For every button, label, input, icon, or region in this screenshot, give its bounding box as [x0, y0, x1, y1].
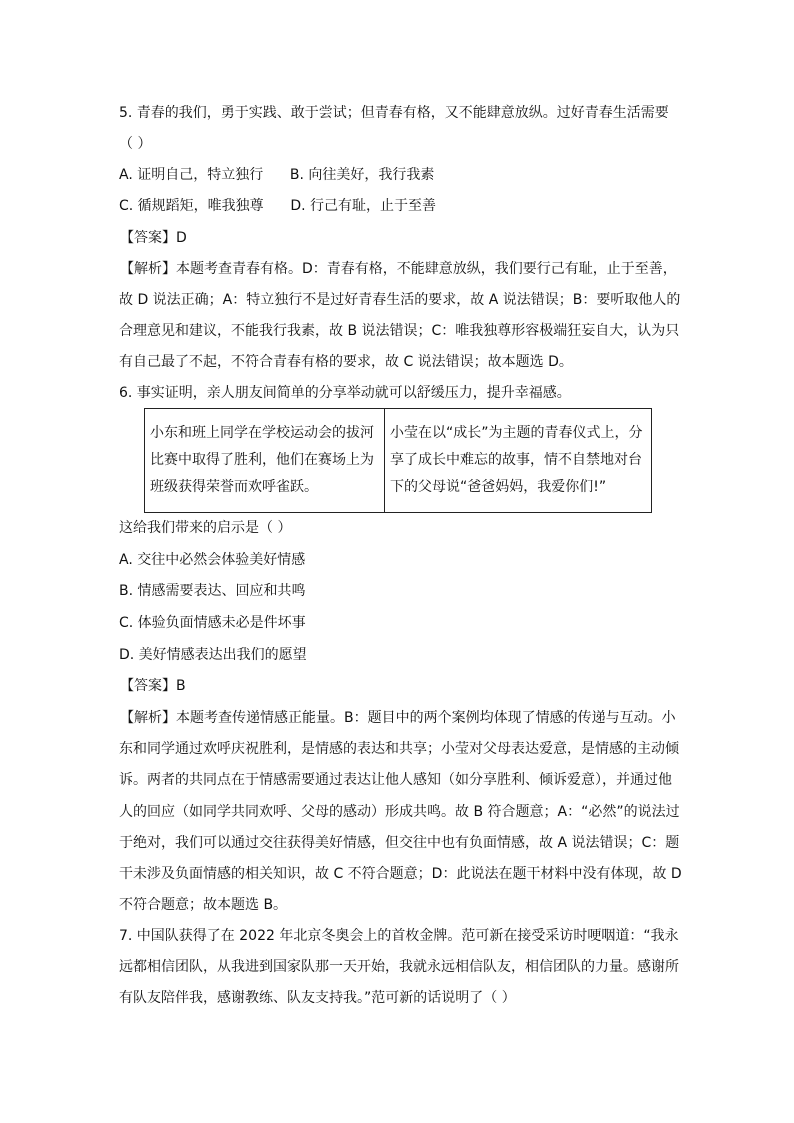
q7-stem-line1: 7. 中国队获得了在 2022 年北京冬奥会上的首枚金牌。范可新在接受采访时哽咽道：“我永: [119, 928, 679, 944]
q6-case-right: 小莹在以“成长”为主题的青春仪式上，分享了成长中难忘的故事，情不自禁地对台下的父母说“爸爸妈妈，我爱你们!”: [385, 409, 652, 513]
q6-analysis-line3: 诉。两者的共同点在于情感需要通过表达让他人感知（如分享胜利、倾诉爱意），并通过他: [119, 772, 672, 788]
q6-answer: 【答案】B: [120, 678, 186, 694]
q6-option-d: D. 美好情感表达出我们的愿望: [119, 647, 307, 663]
q6-analysis-line6: 干未涉及负面情感的相关知识，故 C 不符合题意；D：此说法在题干材料中没有体现，故 D: [119, 866, 682, 882]
q5-stem-line2: （ ）: [119, 136, 152, 152]
q5-analysis-line2: 故 D 说法正确；A：特立独行不是过好青春生活的要求，故 A 说法错误；B：要听取他人的: [119, 292, 681, 308]
q5-answer: 【答案】D: [120, 230, 187, 246]
q6-analysis-line1: 【解析】本题考查传递情感正能量。B：题目中的两个案例均体现了情感的传递与互动。小: [120, 710, 676, 726]
q6-analysis-line2: 东和同学通过欢呼庆祝胜利，是情感的表达和共享；小莹对父母表达爱意，是情感的主动倾: [119, 741, 679, 757]
q7-stem-line3: 有队友陪伴我，感谢教练、队友支持我。”范可新的话说明了（ ）: [119, 990, 516, 1006]
q5-options-row1: A. 证明自己，特立独行 B. 向往美好，我行我素: [119, 167, 435, 183]
q6-option-b: B. 情感需要表达、回应和共鸣: [119, 583, 306, 599]
q6-question: 这给我们带来的启示是（ ）: [119, 520, 292, 536]
q5-analysis-line1: 【解析】本题考查青春有格。D：青春有格，不能肆意放纵，我们要行己有耻，止于至善，: [120, 261, 677, 277]
q6-case-table: [144, 408, 652, 513]
q6-analysis-line7: 不符合题意；故本题选 B。: [119, 897, 288, 913]
q5-options-row2: C. 循规蹈矩，唯我独尊 D. 行己有耻，止于至善: [119, 198, 437, 214]
q6-analysis-line5: 于绝对，我们可以通过交往获得美好情感，但交往中也有负面情感，故 A 说法错误；C：题: [119, 835, 680, 851]
q5-stem-line1: 5. 青春的我们，勇于实践、敢于尝试；但青春有格，又不能肆意放纵。过好青春生活需要: [119, 105, 669, 121]
q5-analysis-line4: 有自己最了不起，不符合青春有格的要求，故 C 说法错误；故本题选 D。: [119, 354, 573, 370]
q6-stem: 6. 事实证明，亲人朋友间简单的分享举动就可以舒缓压力，提升幸福感。: [119, 385, 571, 401]
q6-analysis-line4: 人的回应（如同学共同欢呼、父母的感动）形成共鸣。故 B 符合题意；A：“必然”的说法过: [119, 804, 680, 820]
q6-option-a: A. 交往中必然会体验美好情感: [119, 552, 306, 568]
q6-case-left: 小东和班上同学在学校运动会的拔河比赛中取得了胜利，他们在赛场上为班级获得荣誉而欢呼雀跃。: [145, 409, 385, 513]
q7-stem-line2: 远都相信团队，从我进到国家队那一天开始，我就永远相信队友，相信团队的力量。感谢所: [119, 959, 679, 975]
q5-analysis-line3: 合理意见和建议，不能我行我素，故 B 说法错误；C：唯我独尊形容极端狂妄自大，认为只: [119, 323, 680, 339]
q6-option-c: C. 体验负面情感未必是件坏事: [119, 615, 306, 631]
